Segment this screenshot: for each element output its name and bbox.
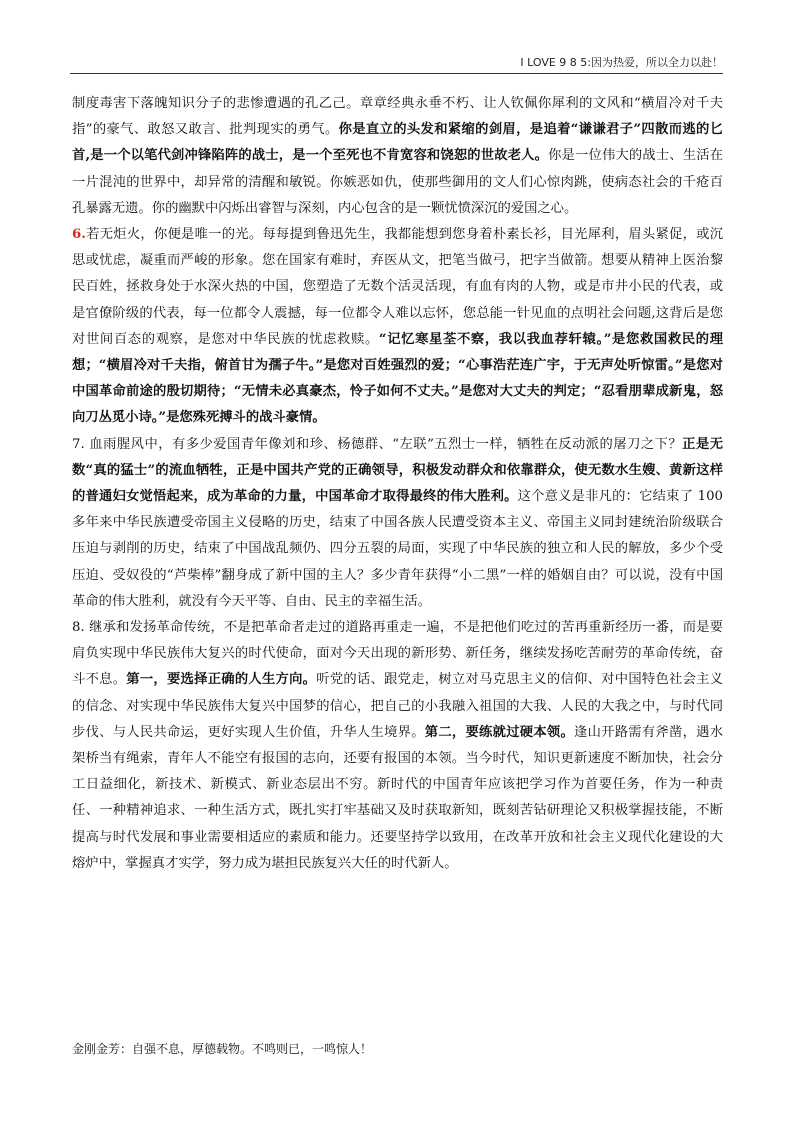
paragraph-7 — [72, 432, 723, 615]
text-segment: 这个意义是非凡的：它结束了 100 多年来中华民族遭受帝国主义侵略的历史，结束了中国各族人民遭受资本主义、帝国主义同封建统治阶级联合压迫与剥削的历史，结束了中国战乱频仍、四分五裂的局面，实现了中华民族的独立和人民的解放，多少个受压迫、受奴役的“芦柴棒”翻身成了新中国的主人？多少青年获得“小二黑”一样的婚姻自由？可以说，没有中国革命的伟大胜利，就没有今天平等、自由、民主的幸福生活。 — [72, 489, 724, 609]
paragraph-5-continued — [72, 91, 723, 222]
text-segment: 你是一位伟大的战士、生活在一片混沌的世界中，却异常的清醒和敏锐。你嫉恶如仇，使那些御用的文人们心惊肉跳，使病态社会的千疮百孔暴露无遗。你的幽默中闪烁出睿智与深刻，内心包含的是一颗忧愤深沉的爱国之心。 — [72, 148, 723, 216]
paragraph-6 — [72, 222, 723, 432]
text-segment: 8. 继承和发扬革命传统，不是把革命者走过的道路再重走一遍，不是把他们吃过的苦再重新经历一番，而是要肩负实现中华民族伟大复兴的时代使命，面对今天出现的新形势、新任务，继续发扬吃苦耐劳的革命传统，奋斗不息。 — [72, 620, 723, 688]
bold-segment: 正是无数“真的猛士”的流血牺牲，正是中国共产党的正确领导，积极发动群众和依靠群众，使无数水生嫂、黄新这样的普通妇女觉悟起来，成为革命的力量，中国革命才取得最终的伟大胜利。 — [72, 436, 724, 505]
bold-segment: “记忆寒星荃不察，我以我血荐轩辕。”是您救国救民的理想；“横眉冷对千夫指，俯首甘为孺子牛。”是您对百姓强烈的爱；“心事浩茫连广宇，于无声处听惊雷。”是您对中国革命前途的殷切期待；“无情未必真豪杰，怜子如何不丈夫。”是您对大丈夫的判定；“忍看朋辈成新鬼，怒向刀丛觅小诗。”是您殊死搏斗的战斗豪情。 — [72, 331, 724, 426]
text-segment: 若无炬火，你便是唯一的光。每每提到鲁迅先生，我都能想到您身着朴素长衫，目光犀利，眉头紧促，或沉思或忧虑，凝重而严峻的形象。您在国家有难时，弃医从文，把笔当做弓，把字当做箭。想要从精神上医治黎民百姓，拯救身处于水深火热的中国，您塑造了无数个活灵活现，有血有肉的人物，或是市井小民的代表，或是官僚阶级的代表，每一位都令人震撼，每一位都令人难以忘怀，您总能一针见血的点明社会问题,这背后是您对世间百态的观察，是您对中华民族的忧虑救赎。 — [72, 227, 723, 347]
text-segment: 逢山开路需有斧凿，遇水架桥当有绳索，青年人不能空有报国的志向，还要有报国的本领。当今时代，知识更新速度不断加快，社会分工日益细化，新技术、新模式、新业态层出不穷。新时代的中国青年应该把学习作为首要任务，作为一种责任、一种精神追求、一种生活方式，既扎实打牢基础又及时获取新知，既刻苦钻研理论又积极掌握技能，不断提高与时代发展和事业需要相适应的素质和能力。还要坚持学以致用，在改革开放和社会主义现代化建设的大熔炉中，掌握真才实学，努力成为堪担民族复兴大任的时代新人。 — [72, 724, 724, 871]
page-footer: 金刚金芳：自强不息，厚德载物。不鸣则已，一鸣惊人！ — [72, 1042, 373, 1056]
paragraph-8 — [72, 615, 723, 877]
paragraph-number: 6. — [72, 227, 86, 243]
bold-segment: 第二，要练就过硬本领。 — [424, 724, 575, 740]
bold-segment: 你是直立的头发和紧缩的剑眉，是追着“谦谦君子”四散而逃的匕首,是一个以笔代剑冲锋陷阵的战士，是一个至死也不肯宽容和饶恕的世故老人。 — [72, 122, 723, 164]
text-segment: 7. 血雨腥风中，有多少爱国青年像刘和珍、杨德群、“左联”五烈士一样，牺牲在反动派的屠刀之下？ — [72, 436, 683, 452]
bold-segment: 第一，要选择正确的人生方向。 — [126, 672, 317, 688]
text-segment: 制度毒害下落魄知识分子的悲惨遭遇的孔乙己。章章经典永垂不朽、让人钦佩你犀利的文风和“横眉冷对千夫指”的豪气、敢怒又敢言、批判现实的勇气。 — [72, 96, 723, 138]
header-divider — [70, 73, 723, 74]
page-header: I LOVE 9 8 5:因为热爱，所以全力以赴！ — [520, 56, 723, 69]
text-segment: 听党的话、跟党走，树立对马克思主义的信仰、对中国特色社会主义的信念、对实现中华民族伟大复兴中国梦的信心，把自己的小我融入祖国的大我、人民的大我之中，与时代同步伐、与人民共命运，更好实现人生价值，升华人生境界。 — [72, 672, 724, 740]
document-body — [72, 91, 723, 877]
